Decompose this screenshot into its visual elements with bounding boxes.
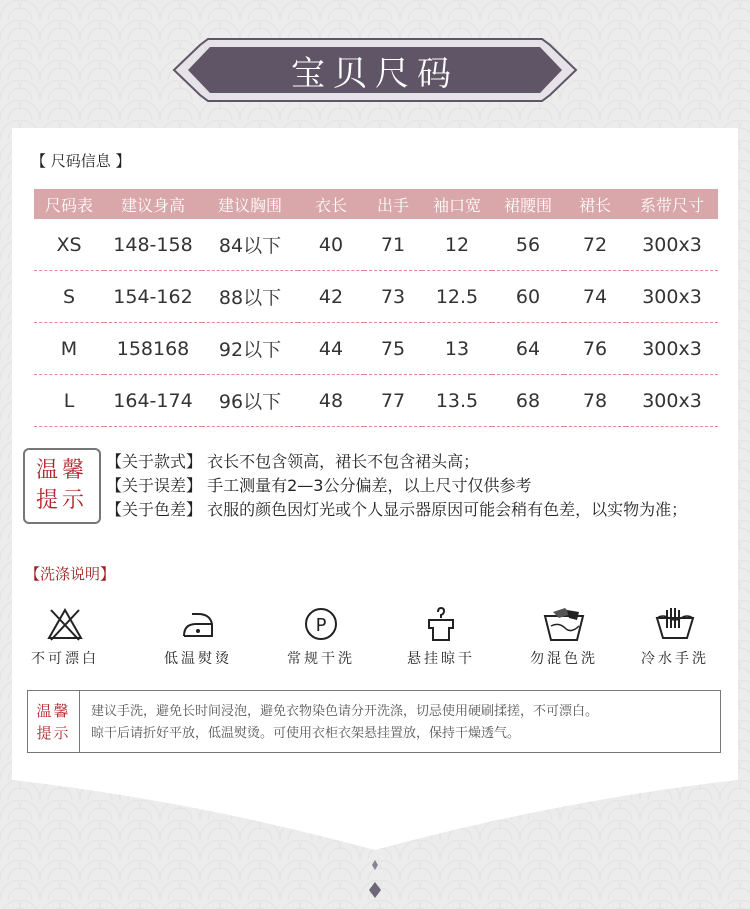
- wash-icon-item: [266, 606, 376, 668]
- tip-badge-line2: 提示: [35, 488, 88, 513]
- table-cell: 77: [364, 375, 422, 427]
- tip-error-note: 【关于误差】 手工测量有2—3公分偏差，以上尺寸仅供参考: [106, 476, 532, 495]
- table-cell: 74: [564, 271, 626, 323]
- table-cell: 164-174: [104, 375, 202, 427]
- column-header: 袖口宽: [422, 189, 492, 219]
- care-line-1: 建议手洗，避免长时间浸泡，避免衣物染色请分开洗涤，切忌使用硬刷揉搓，不可漂白。: [91, 704, 599, 719]
- table-cell: 12: [422, 219, 492, 271]
- table-cell: 60: [492, 271, 564, 323]
- tip-style-note: 【关于款式】 衣长不包含领高，裙长不包含裙头高；: [106, 452, 480, 471]
- table-cell: 300x3: [626, 375, 718, 427]
- table-cell: 148-158: [104, 219, 202, 271]
- table-cell: 300x3: [626, 219, 718, 271]
- table-cell: 64: [492, 323, 564, 375]
- table-cell: 42: [298, 271, 364, 323]
- table-row: [34, 323, 718, 375]
- column-header: 系带尺寸: [626, 189, 718, 219]
- wash-icon-label: 悬挂晾干: [407, 651, 475, 667]
- svg-text:P: P: [315, 615, 327, 636]
- table-cell: 88以下: [202, 271, 298, 323]
- wash-icon-item: [10, 606, 120, 668]
- warm-tip-badge: [23, 448, 101, 524]
- page-title: 宝贝尺码: [291, 53, 459, 94]
- table-cell: 71: [364, 219, 422, 271]
- table-cell: XS: [34, 219, 104, 271]
- care-tip-box: [27, 690, 721, 753]
- table-header-row: [34, 189, 718, 219]
- wash-icon-label: 勿混色洗: [530, 651, 598, 667]
- table-cell: 154-162: [104, 271, 202, 323]
- separate-colors-icon: [541, 606, 587, 642]
- diamond-ornament: [365, 860, 385, 900]
- cold-hand-wash-icon: [653, 606, 697, 642]
- table-row: [34, 271, 718, 323]
- column-header: 尺码表: [34, 189, 104, 219]
- table-cell: 84以下: [202, 219, 298, 271]
- column-header: 建议身高: [104, 189, 202, 219]
- table-cell: S: [34, 271, 104, 323]
- table-cell: 12.5: [422, 271, 492, 323]
- table-cell: 40: [298, 219, 364, 271]
- wash-icon-label: 冷水手洗: [641, 651, 709, 667]
- table-cell: 158168: [104, 323, 202, 375]
- wash-icon-row: [20, 606, 720, 676]
- table-cell: 78: [564, 375, 626, 427]
- wash-icon-item: [509, 606, 619, 668]
- wash-icon-label: 不可漂白: [31, 651, 99, 667]
- size-table: [34, 189, 718, 427]
- table-cell: 96以下: [202, 375, 298, 427]
- table-cell: 13: [422, 323, 492, 375]
- care-line-2: 晾干后请折好平放，低温熨烫。可使用衣柜衣架悬挂置放，保持干燥透气。: [91, 726, 521, 741]
- table-cell: L: [34, 375, 104, 427]
- care-text: [91, 701, 598, 745]
- size-info-title: 【 尺码信息 】: [31, 152, 131, 170]
- wash-icon-item: [386, 606, 496, 668]
- table-cell: 75: [364, 323, 422, 375]
- column-header: 衣长: [298, 189, 364, 219]
- table-cell: 48: [298, 375, 364, 427]
- table-cell: 68: [492, 375, 564, 427]
- table-cell: 72: [564, 219, 626, 271]
- dry-clean-icon: [301, 606, 341, 642]
- column-header: 裙长: [564, 189, 626, 219]
- care-badge-line2: 提示: [36, 723, 71, 742]
- table-cell: 56: [492, 219, 564, 271]
- wash-icon-item: [143, 606, 253, 668]
- table-cell: 44: [298, 323, 364, 375]
- table-cell: M: [34, 323, 104, 375]
- table-row: [34, 219, 718, 271]
- low-iron-icon: [178, 606, 218, 642]
- table-cell: 13.5: [422, 375, 492, 427]
- table-cell: 73: [364, 271, 422, 323]
- column-header: 出手: [364, 189, 422, 219]
- tip-lines: [106, 450, 687, 522]
- column-header: 建议胸围: [202, 189, 298, 219]
- hang-dry-icon: [421, 606, 461, 642]
- table-cell: 300x3: [626, 271, 718, 323]
- table-cell: 76: [564, 323, 626, 375]
- care-badge-line1: 温馨: [36, 701, 71, 720]
- tip-badge-line1: 温馨: [35, 458, 88, 483]
- column-header: 裙腰围: [492, 189, 564, 219]
- table-cell: 300x3: [626, 323, 718, 375]
- card-bottom-curve: [0, 770, 750, 870]
- wash-icon-item: [620, 606, 730, 668]
- wash-icon-label: 常规干洗: [287, 651, 355, 667]
- care-tip-badge: [28, 691, 80, 752]
- table-row: [34, 375, 718, 427]
- table-cell: 92以下: [202, 323, 298, 375]
- no-bleach-icon: [45, 606, 85, 642]
- wash-icon-label: 低温熨烫: [164, 651, 232, 667]
- wash-instructions-title: 【洗涤说明】: [25, 565, 116, 583]
- tip-color-note: 【关于色差】 衣服的颜色因灯光或个人显示器原因可能会稍有色差，以实物为准；: [106, 500, 688, 519]
